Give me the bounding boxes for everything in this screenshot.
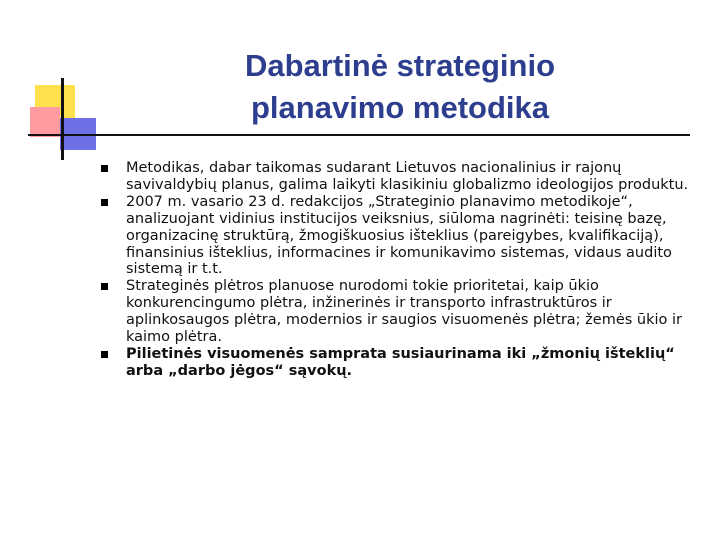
- vertical-rule: [61, 78, 64, 160]
- bullet-text: 2007 m. vasario 23 d. redakcijos „Strateginio planavimo metodikoje“, analizuojant vidinius institucijos veiksnius, siūloma nagrinėti: teisinę bazę, organizacinę struktūrą, žmogiškuosius išteklius (pareigybes, kvalifikaciją), finansinius išteklius, informacines ir komunikavimo sistemas, vidaus audito sistemą ir t.t.: [126, 193, 672, 278]
- square-bullet-icon: [101, 351, 108, 358]
- bullet-text: Pilietinės visuomenės samprata susiaurinama iki „žmonių išteklių“ arba „darbo jėgos“ sąvokų.: [126, 345, 675, 379]
- square-bullet-icon: [101, 199, 108, 206]
- bullet-text: Strateginės plėtros planuose nurodomi tokie prioritetai, kaip ūkio konkurencingumo plėtra, inžinerinės ir transporto infrastruktūros ir aplinkosaugos plėtra, modernios ir saugios visuomenės plėtra; žemės ūkio ir kaimo plėtra.: [126, 278, 682, 346]
- bullet-list: [126, 160, 696, 380]
- red-square: [30, 107, 60, 137]
- bullet-item: [126, 278, 696, 346]
- bullet-item: [126, 160, 696, 194]
- square-bullet-icon: [101, 283, 108, 290]
- bullet-item: [126, 194, 696, 279]
- bullet-text: Metodikas, dabar taikomas sudarant Lietuvos nacionalinius ir rajonų savivaldybių planus, galima laikyti klasikiniu globalizmo ideologijos produktu.: [126, 160, 689, 193]
- slide-title-line-2: planavimo metodika: [250, 90, 550, 125]
- slide-title: [130, 45, 670, 129]
- bullet-item: [126, 346, 696, 380]
- title-underline-rule: [28, 134, 690, 136]
- square-bullet-icon: [101, 165, 108, 172]
- slide-title-line-1: Dabartinė strateginio: [244, 48, 556, 83]
